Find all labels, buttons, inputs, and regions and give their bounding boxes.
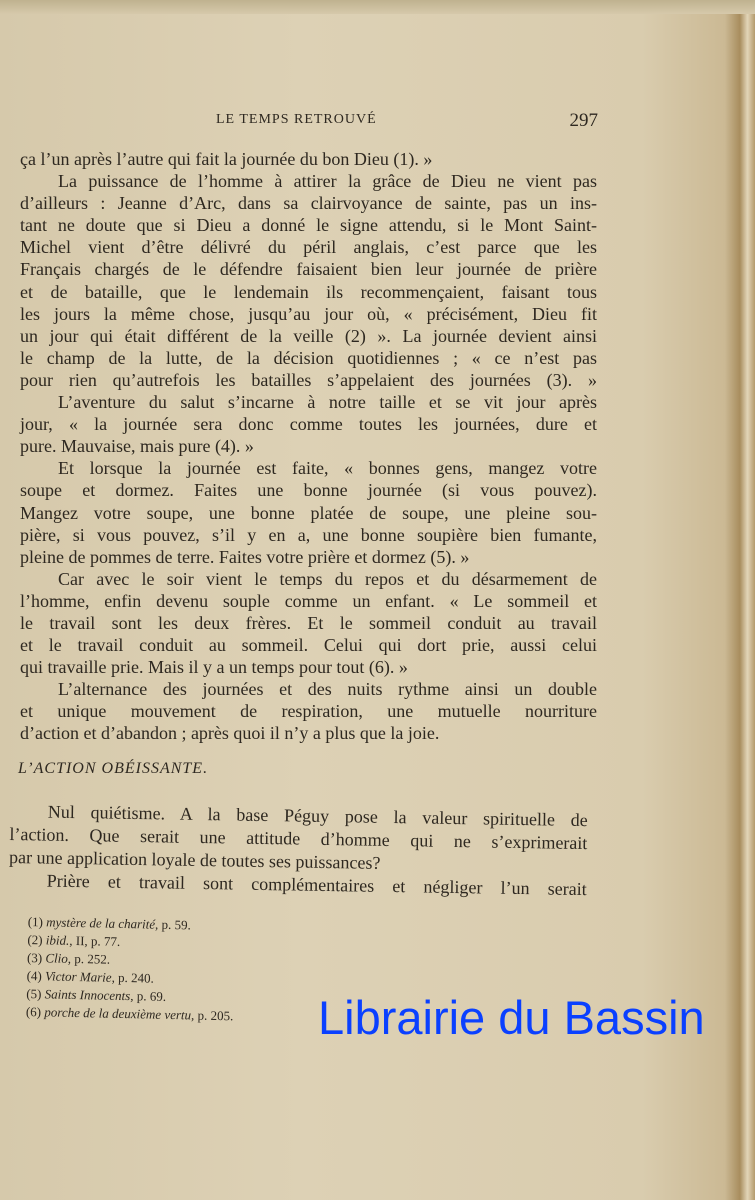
text-line: jour, « la journée sera donc comme toutes les journées, dure et: [20, 414, 597, 435]
page-number: 297: [569, 110, 598, 131]
section-heading: L’ACTION OBÉISSANTE.: [18, 760, 209, 777]
footnote-ref: , p. 240.: [111, 969, 155, 986]
footnote-number: (2): [27, 931, 43, 948]
footnote-number: (3): [26, 949, 43, 966]
page-top-edge: [0, 0, 755, 14]
text-line: soupe et dormez. Faites une bonne journée (si vous pouvez).: [20, 480, 597, 501]
text-line: tant ne doute que si Dieu a donné le signe attendu, si le Mont Saint-: [20, 215, 597, 236]
footnote-title: ibid.: [45, 932, 70, 948]
footnotes: [26, 913, 236, 1025]
text-line: L’alternance des journées et des nuits rythme ainsi un double: [58, 679, 597, 700]
text-line: l’homme, enfin devenu souple comme un enfant. « Le sommeil et: [20, 590, 597, 611]
text-line: Et lorsque la journée est faite, « bonnes gens, mangez votre: [58, 458, 597, 479]
text-line: pure. Mauvaise, mais pure (4). »: [20, 436, 254, 457]
footnote-title: porche de la deuxième vertu: [44, 1004, 192, 1023]
text-line: et unique mouvement de respiration, une mutuelle nourriture: [20, 701, 597, 722]
text-line: pleine de pommes de terre. Faites votre prière et dormez (5). »: [20, 546, 470, 567]
text-line: l’action. Que serait une attitude d’homme qui ne s’exprimerait: [9, 823, 588, 854]
text-line: le champ de la lutte, de la décision quotidiennes ; « ce n’est pas: [20, 347, 597, 368]
text-line: Français chargés de le défendre faisaient bien leur journée de prière: [20, 259, 597, 280]
text-line: les jours la même chose, jusqu’au jour où, « précisément, Dieu fit: [20, 303, 597, 324]
footnote-number: (5): [26, 985, 42, 1002]
watermark: Librairie du Bassin: [318, 991, 705, 1044]
text-line: La puissance de l’homme à attirer la grâce de Dieu ne vient pas: [58, 171, 597, 192]
footnote-title: Saints Innocents: [44, 986, 131, 1004]
text-line: Mangez votre soupe, une bonne platée de soupe, une pleine sou-: [20, 502, 597, 523]
footnote-number: (6): [25, 1003, 42, 1020]
text-line: ça l’un après l’autre qui fait la journée du bon Dieu (1). »: [20, 149, 433, 169]
footnote-number: (1): [27, 913, 44, 930]
text-line: le travail sont les deux frères. Et le sommeil conduit au travail: [20, 612, 597, 633]
body-text: [20, 148, 597, 745]
footnote-ref: , p. 59.: [154, 916, 192, 933]
text-line: Car avec le soir vient le temps du repos et du désarmement de: [58, 568, 597, 589]
text-line: pière, si vous pouvez, s’il y en a, une bonne soupière bien fumante,: [20, 524, 597, 545]
text-line: d’ailleurs : Jeanne d’Arc, dans sa clairvoyance de sainte, pas un ins-: [20, 193, 597, 214]
text-line: Michel vient d’être délivré du péril anglais, c’est parce que les: [20, 237, 597, 258]
footnote: [26, 1003, 234, 1025]
text-line: L’aventure du salut s’incarne à notre taille et se vit jour après: [58, 392, 597, 413]
text-line: et de bataille, que le lendemain ils recommençaient, faisant tous: [20, 281, 597, 302]
footnote-title: mystère de la charité: [46, 914, 156, 932]
footnote-number: (4): [26, 967, 43, 984]
text-line: Nul quiétisme. A la base Péguy pose la valeur spirituelle de: [47, 801, 588, 831]
footnote-ref: , p. 205.: [190, 1007, 234, 1024]
text-line: par une application loyale de toutes ses puissances?: [8, 846, 381, 873]
footnote-ref: , II, p. 77.: [69, 932, 121, 949]
text-line: qui travaille prie. Mais il y a un temps pour tout (6). »: [20, 657, 408, 678]
text-line: un jour qui était différent de la veille (2) ». La journée devient ainsi: [20, 325, 597, 346]
text-line: Prière et travail sont complémentaires et négliger l’un serait: [46, 870, 587, 900]
text-line: pour rien qu’autrefois les batailles s’appelaient des journées (3). »: [20, 369, 597, 390]
footnote-ref: , p. 69.: [130, 988, 167, 1004]
running-title: LE TEMPS RETROUVÉ: [216, 112, 377, 127]
footnote-ref: , p. 252.: [67, 950, 111, 967]
footnote-title: Clio: [45, 950, 69, 966]
text-line: d’action et d’abandon ; après quoi il n’y a plus que la joie.: [20, 723, 440, 744]
footnote-title: Victor Marie: [44, 968, 112, 985]
text-line: et le travail conduit au sommeil. Celui qui dort prie, aussi celui: [20, 635, 597, 656]
section-text: [9, 800, 588, 901]
